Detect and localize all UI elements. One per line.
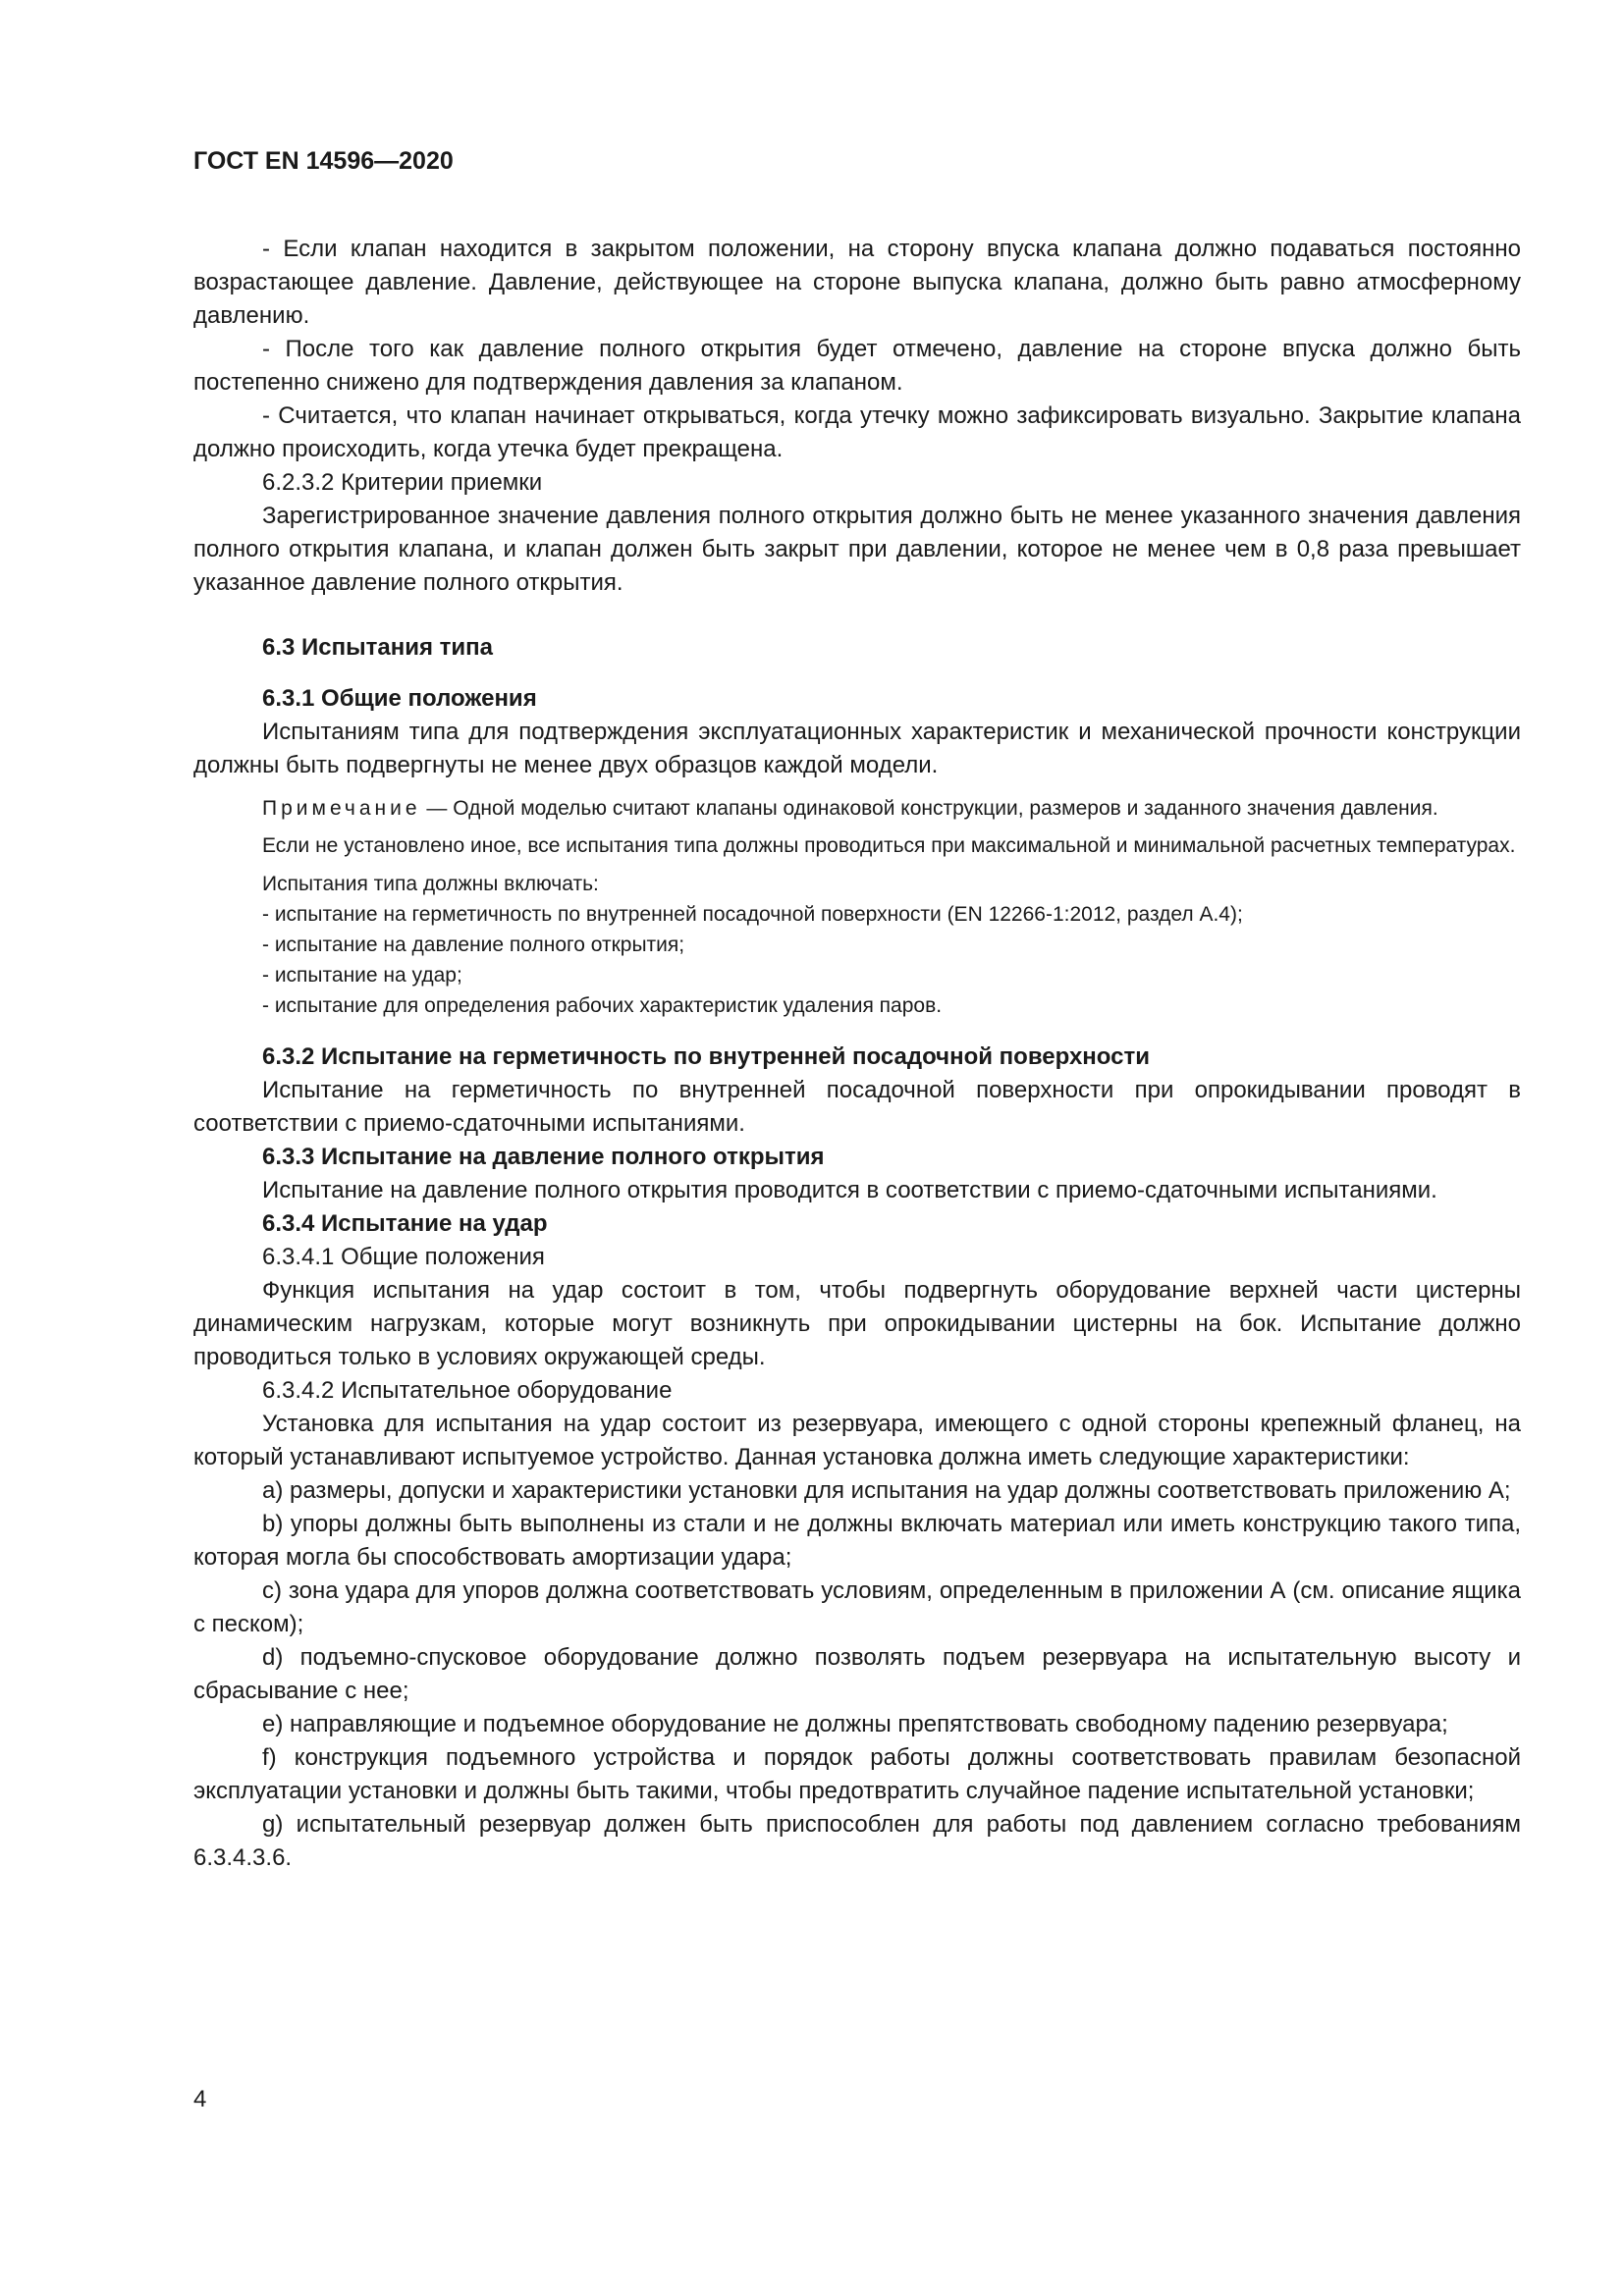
list-item: - испытание на герметичность по внутренней посадочной поверхности (EN 12266-1:2012, раздел А.4);: [262, 903, 1243, 926]
paragraph: Испытаниям типа для подтверждения эксплуатационных характеристик и механической прочности конструкции должны быть подвергнуты не менее двух образцов каждой модели.: [193, 719, 1521, 778]
list-item: g) испытательный резервуар должен быть приспособлен для работы под давлением согласно требованиям 6.3.4.3.6.: [193, 1811, 1521, 1871]
list-item: - испытание на удар;: [262, 964, 462, 987]
paragraph: Испытание на герметичность по внутренней посадочной поверхности при опрокидывании проводят в соответствии с приемо-сдаточными испытаниями.: [193, 1077, 1521, 1137]
document-page: [193, 147, 1521, 1875]
paragraph: - Считается, что клапан начинает открываться, когда утечку можно зафиксировать визуально. Закрытие клапана должно происходить, когда утечка будет прекращена.: [193, 402, 1521, 462]
section-heading: 6.3 Испытания типа: [262, 634, 493, 661]
list-item: d) подъемно-спусковое оборудование должно позволять подъем резервуара на испытательную высоту и сбрасывание с нее;: [193, 1644, 1521, 1704]
paragraph: Испытание на давление полного открытия проводится в соответствии с приемо-сдаточными испытаниями.: [262, 1177, 1437, 1203]
section-heading: 6.3.4 Испытание на удар: [262, 1210, 548, 1237]
list-item: a) размеры, допуски и характеристики установки для испытания на удар должны соответствовать приложению А;: [262, 1477, 1511, 1504]
note-label: Примечание: [262, 797, 421, 820]
list-item: - испытание на давление полного открытия;: [262, 934, 685, 956]
list-item: f) конструкция подъемного устройства и порядок работы должны соответствовать правилам безопасной эксплуатации установки и должны быть такими, чтобы предотвратить случайное падение испытательной установки;: [193, 1744, 1521, 1804]
page-number: 4: [193, 2086, 207, 2112]
clause-title: 6.3.4.2 Испытательное оборудование: [262, 1377, 673, 1404]
clause-title: 6.2.3.2 Критерии приемки: [262, 469, 543, 496]
paragraph: Функция испытания на удар состоит в том, чтобы подвергнуть оборудование верхней части цистерны динамическим нагрузкам, которые могут возникнуть при опрокидывании цистерны на бок. Испытание должно проводиться только в условиях окружающей среды.: [193, 1277, 1521, 1370]
paragraph: - Если клапан находится в закрытом положении, на сторону впуска клапана должно подаваться постоянно возрастающее давление. Давление, действующее на стороне выпуска клапана, должно быть равно атмосферному давлению.: [193, 236, 1521, 329]
paragraph: Зарегистрированное значение давления полного открытия должно быть не менее указанного значения давления полного открытия клапана, и клапан должен быть закрыт при давлении, которое не менее чем в 0,8 раза превышает указанное давление полного открытия.: [193, 503, 1521, 596]
section-heading: 6.3.1 Общие положения: [262, 685, 537, 712]
paragraph: Если не установлено иное, все испытания типа должны проводиться при максимальной и минимальной расчетных температурах.: [262, 834, 1516, 857]
list-item: - испытание для определения рабочих характеристик удаления паров.: [262, 994, 943, 1017]
note: [193, 794, 1521, 824]
list-item: b) упоры должны быть выполнены из стали и не должны включать материал или иметь конструкцию такого типа, которая могла бы способствовать амортизации удара;: [193, 1511, 1521, 1571]
section-heading: 6.3.3 Испытание на давление полного открытия: [262, 1144, 825, 1170]
list-item: e) направляющие и подъемное оборудование не должны препятствовать свободному падению резервуара;: [262, 1711, 1448, 1737]
document-header: ГОСТ EN 14596—2020: [193, 147, 454, 175]
clause-title: 6.3.4.1 Общие положения: [262, 1244, 545, 1270]
section-heading: 6.3.2 Испытание на герметичность по внутренней посадочной поверхности: [262, 1043, 1150, 1070]
list-intro: Испытания типа должны включать:: [262, 873, 599, 895]
paragraph: Установка для испытания на удар состоит из резервуара, имеющего с одной стороны крепежный фланец, на который устанавливают испытуемое устройство. Данная установка должна иметь следующие характеристики:: [193, 1411, 1521, 1470]
list-item: c) зона удара для упоров должна соответствовать условиям, определенным в приложении А (см. описание ящика с песком);: [193, 1577, 1521, 1637]
note-text: — Одной моделью считают клапаны одинаковой конструкции, размеров и заданного значения давления.: [420, 797, 1438, 820]
paragraph: - После того как давление полного открытия будет отмечено, давление на стороне впуска должно быть постепенно снижено для подтверждения давления за клапаном.: [193, 336, 1521, 396]
